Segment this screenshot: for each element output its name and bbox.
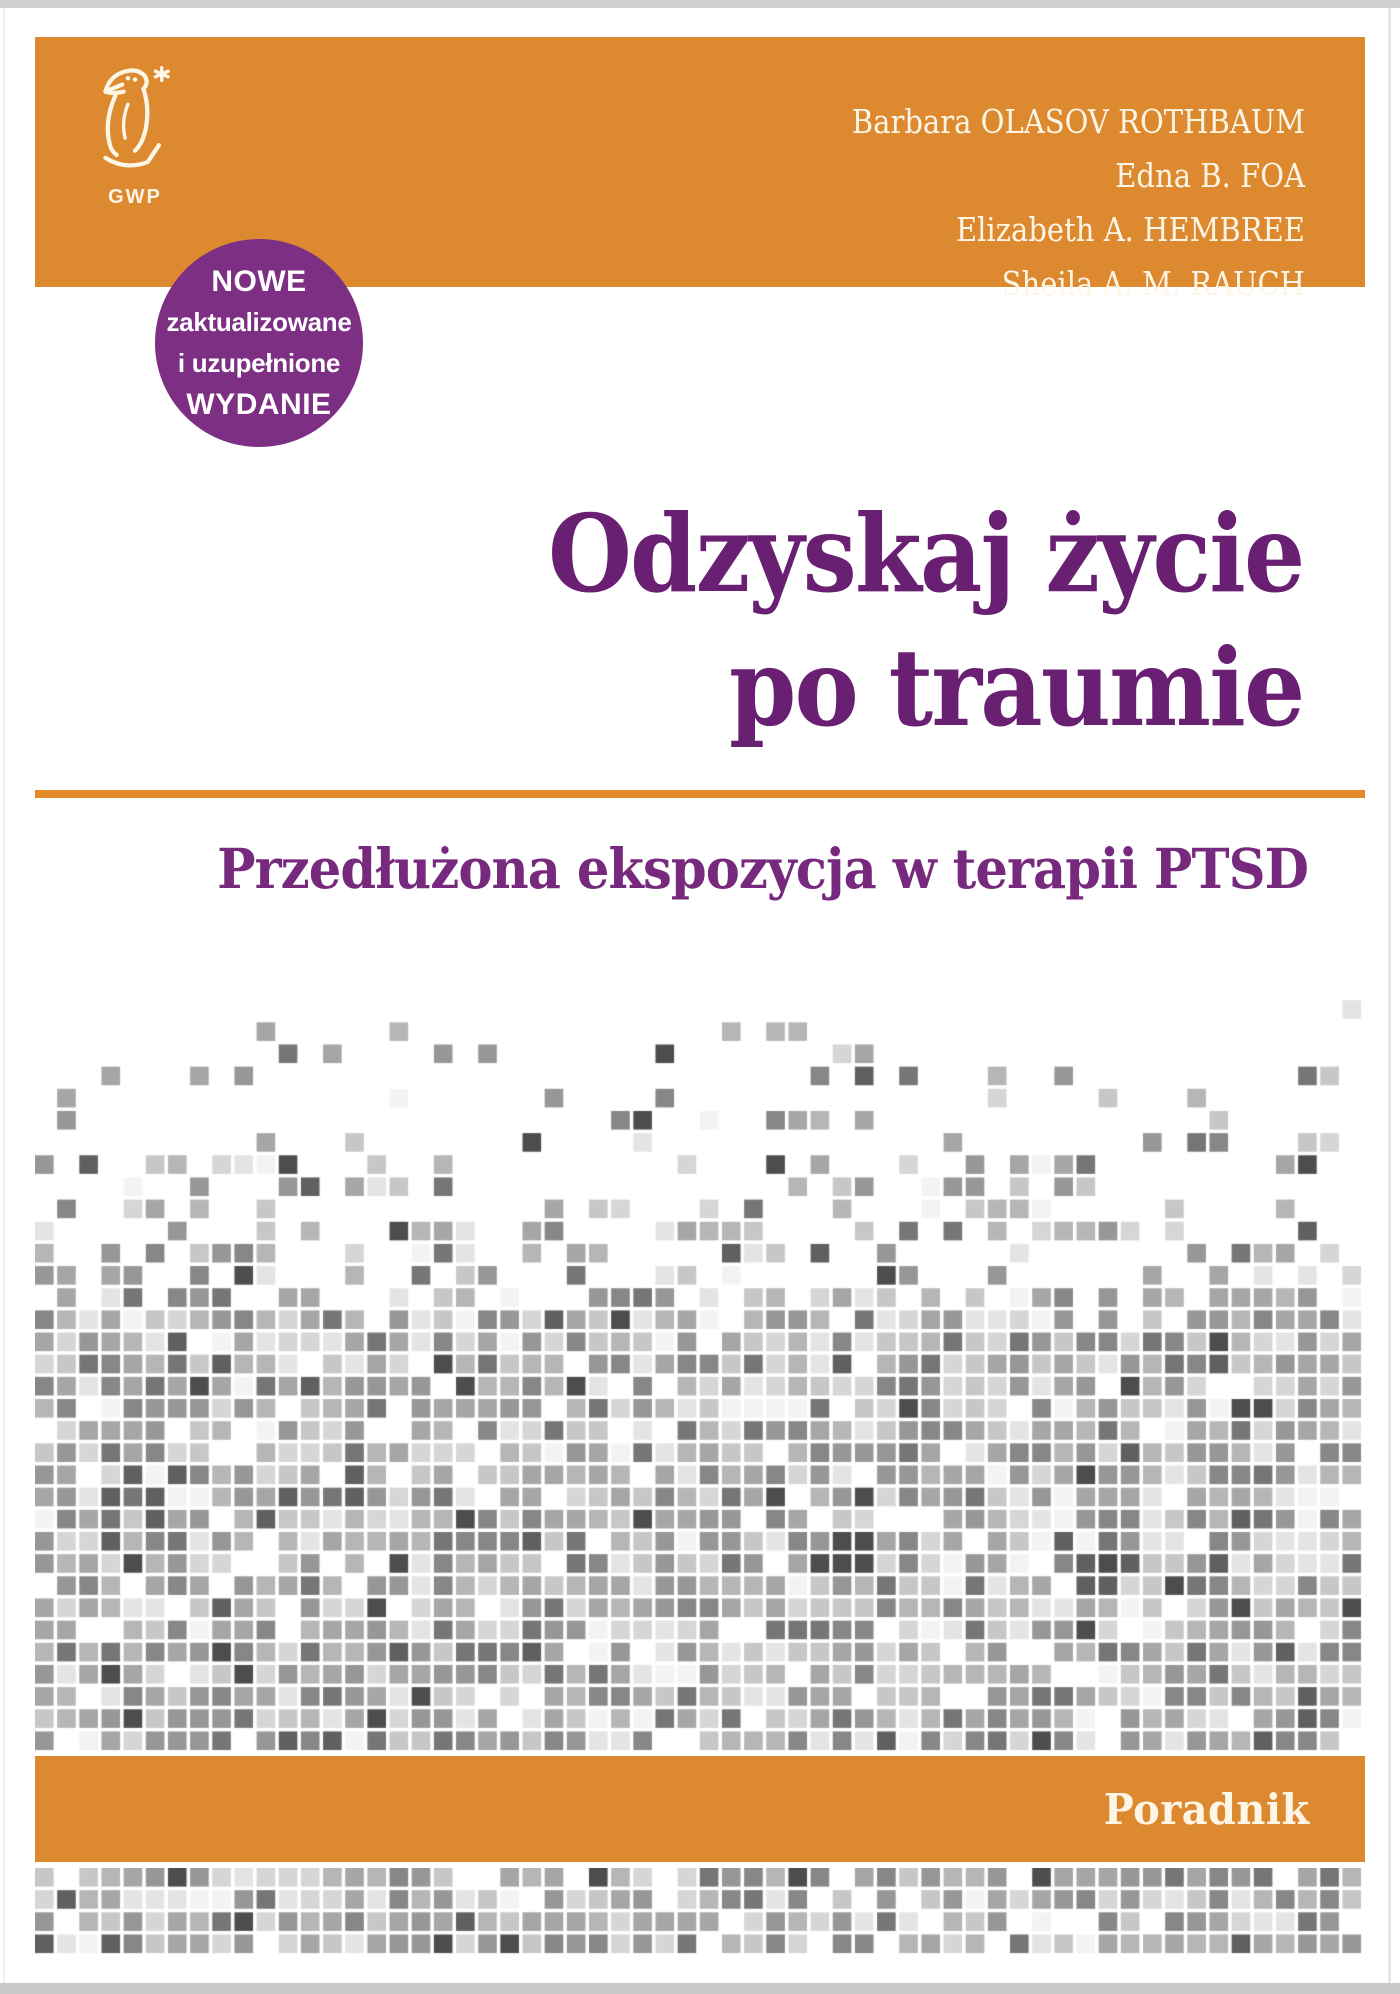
badge-line: zaktualizowane <box>166 307 352 337</box>
page-edge-bottom <box>0 1983 1400 1994</box>
title-line: Odzyskaj życie <box>547 492 1303 617</box>
new-edition-badge <box>155 239 363 447</box>
orange-divider <box>35 790 1365 798</box>
page-edge-left <box>3 8 5 1983</box>
category-label: Poradnik <box>1103 1784 1310 1834</box>
book-subtitle: Przedłużona ekspozycja w terapii PTSD <box>217 836 1308 901</box>
bird-icon <box>91 62 179 186</box>
author-line: Barbara OLASOV ROTHBAUM <box>851 102 1305 141</box>
gwp-logo <box>87 62 197 212</box>
badge-line: WYDANIE <box>186 388 332 421</box>
badge-line: NOWE <box>211 265 307 298</box>
badge-line: i uzupełnione <box>177 348 341 378</box>
category-banner <box>35 1756 1365 1862</box>
book-title <box>547 488 1303 756</box>
mosaic-pattern-top <box>35 978 1365 1754</box>
page-edge-right <box>1388 8 1391 1983</box>
author-line: Edna B. FOA <box>1115 156 1305 195</box>
mosaic-pattern-bottom <box>35 1868 1365 1960</box>
title-line: po traumie <box>728 626 1303 751</box>
page-edge-top <box>0 0 1400 8</box>
author-line: Elizabeth A. HEMBREE <box>955 210 1305 249</box>
author-line: Sheila A. M. RAUCH <box>1001 264 1305 303</box>
publisher-name: GWP <box>108 186 162 208</box>
author-list <box>852 95 1305 311</box>
